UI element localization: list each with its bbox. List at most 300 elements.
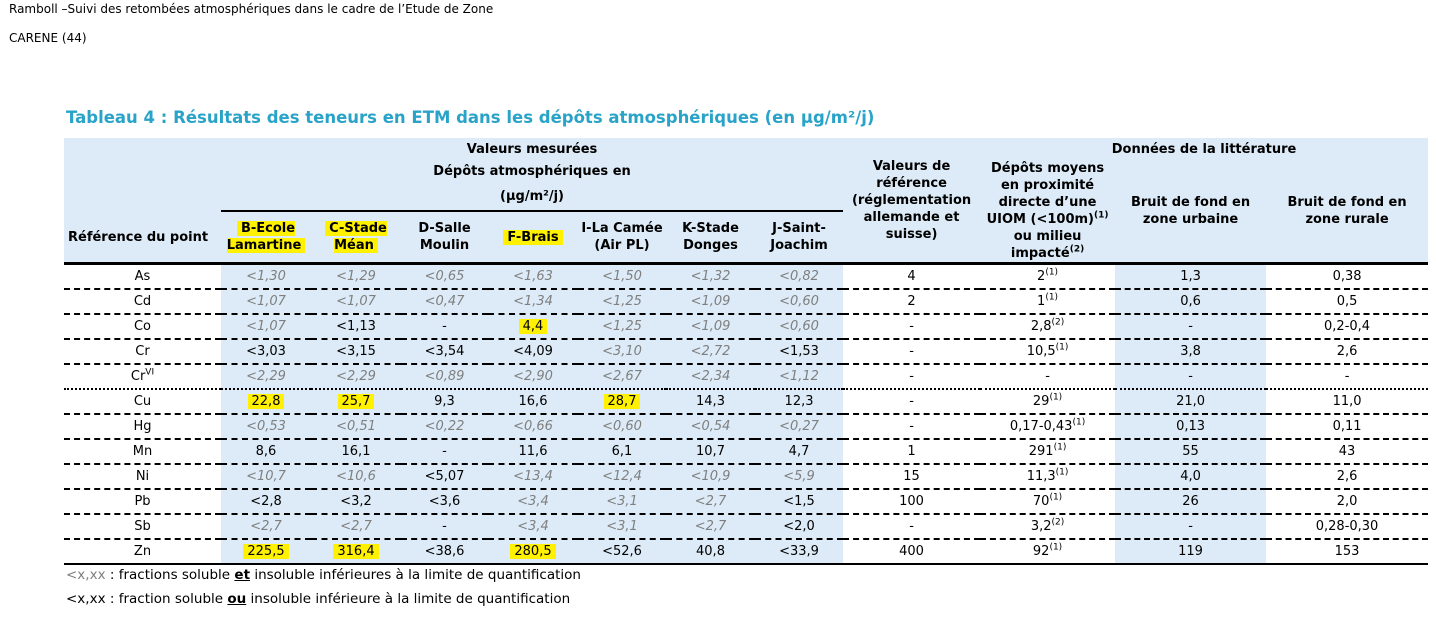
measured-value: <3,10 <box>602 344 642 359</box>
measured-value-cell <box>666 414 755 439</box>
reference-value-cell <box>843 439 980 464</box>
measured-value-cell <box>401 264 488 290</box>
reference-value-cell <box>843 264 980 290</box>
station-header-2 <box>401 211 488 264</box>
urban-value-cell-text: - <box>1188 319 1193 334</box>
measured-value: <1,34 <box>513 294 553 309</box>
uiom-value-cell-text: 92 <box>1032 544 1050 559</box>
measured-value: <2,72 <box>690 344 731 359</box>
rural-value-cell <box>1266 339 1428 364</box>
rural-value-cell <box>1266 489 1428 514</box>
uiom-value-cell <box>980 289 1115 314</box>
measured-value: <38,6 <box>424 544 465 559</box>
measured-value: 4,4 <box>519 319 548 334</box>
uiom-value-cell <box>980 389 1115 414</box>
measured-value-cell <box>401 439 488 464</box>
measured-value: <3,1 <box>606 519 638 534</box>
measured-value: <0,65 <box>424 269 465 284</box>
urban-value-cell-text: 0,6 <box>1180 294 1201 309</box>
urban-value-cell <box>1115 414 1266 439</box>
measured-value-cell <box>666 464 755 489</box>
rural-value-cell <box>1266 289 1428 314</box>
table-caption: Tableau 4 : Résultats des teneurs en ETM dans les dépôts atmosphériques (en µg/m²/j) <box>66 108 875 127</box>
measured-value: <33,9 <box>779 544 819 559</box>
measured-value: 6,1 <box>611 444 633 459</box>
table-row <box>64 314 1428 339</box>
reference-value-cell <box>843 514 980 539</box>
urban-value-cell <box>1115 339 1266 364</box>
measured-line1: Valeurs mesurées <box>466 141 598 157</box>
measured-value-cell <box>488 439 578 464</box>
footnote-1-text-a: : fractions soluble <box>105 567 235 583</box>
element-cell <box>64 314 221 339</box>
uiom-value-cell-sup: (1) <box>1045 292 1059 303</box>
rural-value-cell <box>1266 389 1428 414</box>
measured-value: <0,60 <box>602 419 642 434</box>
measured-value-cell <box>488 314 578 339</box>
table-row <box>64 389 1428 414</box>
measured-value-cell <box>488 464 578 489</box>
measured-value-cell <box>221 339 311 364</box>
literature-group-header: Données de la littérature <box>980 138 1428 160</box>
measured-value-cell <box>578 364 666 389</box>
measured-value-cell <box>401 339 488 364</box>
measured-value: <1,12 <box>779 369 819 384</box>
measured-value-cell <box>755 464 843 489</box>
measured-value-cell <box>666 289 755 314</box>
measured-value: <4,09 <box>513 344 553 359</box>
measured-value: <2,8 <box>250 494 282 509</box>
measured-value: 280,5 <box>510 544 555 559</box>
measured-value-cell <box>311 464 401 489</box>
measured-value: <1,30 <box>246 269 286 284</box>
measured-value-cell <box>401 464 488 489</box>
measured-value: <0,53 <box>246 419 286 434</box>
measured-value: <0,60 <box>779 319 819 334</box>
measured-value-cell <box>401 414 488 439</box>
urban-value-cell-text: - <box>1188 519 1193 534</box>
measured-value: <2,34 <box>690 369 731 384</box>
station-name: J-Saint-Joachim <box>770 221 828 253</box>
rural-value-cell <box>1266 364 1428 389</box>
uiom-value-cell <box>980 514 1115 539</box>
measured-value-cell <box>401 514 488 539</box>
urban-value-cell-text: 26 <box>1182 494 1199 509</box>
measured-value: <1,29 <box>336 269 376 284</box>
uiom-header-text: Dépôts moyens en proximité directe d’une UIOM (<100m) <box>986 161 1105 227</box>
measured-value-cell <box>488 264 578 290</box>
table-row <box>64 364 1428 389</box>
measured-value-cell <box>578 389 666 414</box>
measured-value: <12,4 <box>602 469 642 484</box>
measured-value: <0,47 <box>424 294 465 309</box>
station-header-3 <box>488 211 578 264</box>
station-name: B-Ecole Lamartine <box>227 221 306 253</box>
rural-value-cell-text: 0,11 <box>1332 419 1362 434</box>
table-row <box>64 339 1428 364</box>
measured-value-cell <box>578 439 666 464</box>
measured-value: <0,22 <box>424 419 465 434</box>
element-cell <box>64 414 221 439</box>
measured-value-cell <box>755 389 843 414</box>
measured-value: <1,13 <box>336 319 376 334</box>
footnote-1-text-c: insoluble inférieures à la limite de quantification <box>250 567 581 583</box>
rural-value-cell-text: - <box>1344 369 1350 384</box>
measured-value: <1,09 <box>690 294 731 309</box>
measured-value-cell <box>578 539 666 564</box>
measured-value: <0,60 <box>779 294 819 309</box>
uiom-value-cell <box>980 364 1115 389</box>
element-symbol: Cr <box>135 344 150 359</box>
reference-value-cell <box>843 339 980 364</box>
measured-value: <0,66 <box>513 419 553 434</box>
table-row <box>64 439 1428 464</box>
measured-value: <2,90 <box>513 369 553 384</box>
element-symbol: Sb <box>134 519 151 534</box>
uiom-value-cell-sup: (1) <box>1072 417 1086 428</box>
urban-value-cell-text: 3,8 <box>1180 344 1201 359</box>
uiom-value-cell <box>980 339 1115 364</box>
reference-value-cell-text: 2 <box>907 294 916 309</box>
uiom-value-cell-text: 3,2 <box>1030 519 1052 534</box>
measured-value-cell <box>221 439 311 464</box>
measured-value-cell <box>578 464 666 489</box>
element-symbol: Hg <box>133 419 152 434</box>
measured-value: <1,07 <box>246 319 286 334</box>
measured-value: <10,7 <box>246 469 286 484</box>
urban-value-cell-text: 4,0 <box>1180 469 1201 484</box>
measured-value-cell <box>755 514 843 539</box>
element-cell <box>64 389 221 414</box>
uiom-value-cell <box>980 264 1115 290</box>
station-header-1 <box>311 211 401 264</box>
footnote-2 <box>66 591 570 607</box>
reference-value-cell-text: - <box>909 419 914 434</box>
measured-value-cell <box>578 314 666 339</box>
urban-value-cell <box>1115 539 1266 564</box>
reference-value-cell <box>843 364 980 389</box>
measured-value-cell <box>755 264 843 290</box>
uiom-header-tail: ou milieu impacté <box>1010 229 1082 261</box>
reference-value-cell-text: 1 <box>907 444 916 459</box>
measured-value-cell <box>401 489 488 514</box>
measured-value: 22,8 <box>248 394 285 409</box>
reference-value-cell <box>843 289 980 314</box>
measured-value: <3,54 <box>424 344 465 359</box>
urban-value-cell <box>1115 389 1266 414</box>
footnote-1-keyword: et <box>234 567 251 583</box>
measured-value: - <box>442 519 447 534</box>
reference-value-cell-text: - <box>909 394 914 409</box>
measured-line3: (µg/m²/j) <box>500 189 564 204</box>
footnote-1-symbol: <x,xx <box>66 567 106 583</box>
measured-value: <2,7 <box>694 494 727 509</box>
element-symbol: Ni <box>135 469 150 484</box>
element-cell <box>64 289 221 314</box>
measured-value-cell <box>311 364 401 389</box>
measured-value-cell <box>488 339 578 364</box>
urban-value-cell <box>1115 464 1266 489</box>
measured-value: 14,3 <box>696 394 725 409</box>
rural-value-cell-text: 0,38 <box>1332 269 1362 284</box>
uiom-value-cell-text: 70 <box>1032 494 1050 509</box>
table-row <box>64 514 1428 539</box>
urban-value-cell-text: 21,0 <box>1176 394 1206 409</box>
element-symbol: Cr <box>130 369 146 384</box>
measured-value: 28,7 <box>604 394 641 409</box>
measured-value: <2,7 <box>694 519 727 534</box>
measured-value-cell <box>221 414 311 439</box>
measured-value-cell <box>221 389 311 414</box>
measured-value: <1,07 <box>246 294 286 309</box>
urban-value-cell-text: - <box>1188 369 1193 384</box>
measured-value-cell <box>755 414 843 439</box>
urban-value-cell <box>1115 439 1266 464</box>
element-cell <box>64 489 221 514</box>
measured-value: <0,89 <box>424 369 465 384</box>
measured-value-cell <box>221 539 311 564</box>
measured-value: 316,4 <box>333 544 378 559</box>
measured-value: <3,4 <box>517 494 549 509</box>
measured-value: <52,6 <box>602 544 642 559</box>
element-symbol: Pb <box>134 494 151 509</box>
uiom-value-cell-sup: (2) <box>1051 317 1065 328</box>
rural-value-cell <box>1266 414 1428 439</box>
rural-value-cell-text: 2,6 <box>1336 344 1358 359</box>
measured-value-cell <box>666 489 755 514</box>
rural-value-cell-text: 11,0 <box>1332 394 1362 409</box>
measured-value-cell <box>666 539 755 564</box>
measured-value-cell <box>755 539 843 564</box>
measured-value: 8,6 <box>255 444 277 459</box>
measured-value: 4,7 <box>788 444 810 459</box>
report-header-title: Ramboll –Suivi des retombées atmosphériques dans le cadre de l’Etude de Zone <box>9 2 494 16</box>
measured-value: <0,82 <box>779 269 819 284</box>
rural-value-cell-text: 2,0 <box>1336 494 1358 509</box>
uiom-value-cell <box>980 439 1115 464</box>
measured-value: <13,4 <box>513 469 553 484</box>
station-name: K-Stade Donges <box>682 221 739 253</box>
measured-value: <3,15 <box>336 344 376 359</box>
rural-value-cell-text: 0,28-0,30 <box>1315 519 1379 534</box>
measured-value: <1,63 <box>513 269 553 284</box>
measured-value: <2,7 <box>340 519 372 534</box>
measured-value-cell <box>221 489 311 514</box>
table-row <box>64 289 1428 314</box>
table-row <box>64 414 1428 439</box>
measured-value-cell <box>755 289 843 314</box>
measured-value-cell <box>578 489 666 514</box>
measured-value-cell <box>488 289 578 314</box>
station-header-4 <box>578 211 666 264</box>
uiom-value-cell <box>980 314 1115 339</box>
element-cell <box>64 464 221 489</box>
measured-value: <2,29 <box>336 369 376 384</box>
element-symbol: Zn <box>133 544 152 559</box>
measured-line2: Dépôts atmosphériques en <box>433 164 631 179</box>
measured-value: <5,9 <box>783 469 815 484</box>
measured-value-cell <box>221 464 311 489</box>
measured-value-cell <box>401 539 488 564</box>
measured-value: <3,1 <box>606 494 638 509</box>
element-cell <box>64 514 221 539</box>
footnote-2-text-c: insoluble inférieure à la limite de quantification <box>246 591 571 607</box>
uiom-value-cell-sup: (1) <box>1049 542 1063 553</box>
measured-value-cell <box>578 264 666 290</box>
measured-value-cell <box>311 289 401 314</box>
measured-value-cell <box>578 414 666 439</box>
table-row <box>64 489 1428 514</box>
reference-value-cell-text: - <box>909 369 914 384</box>
reference-value-cell-text: 400 <box>899 544 924 559</box>
measured-value: <10,9 <box>690 469 731 484</box>
uiom-header <box>980 160 1115 264</box>
measured-group-header <box>221 138 843 160</box>
measured-value: 11,6 <box>518 444 548 459</box>
measured-value: - <box>442 444 447 459</box>
measured-value-cell <box>311 489 401 514</box>
station-header-5 <box>666 211 755 264</box>
measured-value: <3,4 <box>517 519 549 534</box>
measured-value-cell <box>311 389 401 414</box>
rural-value-cell <box>1266 539 1428 564</box>
uiom-value-cell <box>980 414 1115 439</box>
measured-value-cell <box>666 339 755 364</box>
measured-value: <1,25 <box>602 294 642 309</box>
measured-value-cell <box>755 489 843 514</box>
measured-value: <3,03 <box>246 344 286 359</box>
measured-value: 25,7 <box>338 394 375 409</box>
measured-value: <1,5 <box>783 494 815 509</box>
reference-value-cell <box>843 389 980 414</box>
reference-value-cell <box>843 539 980 564</box>
footnote-2-symbol: <x,xx <box>66 591 106 607</box>
uiom-value-cell-text: - <box>1045 369 1050 384</box>
measured-value-cell <box>666 314 755 339</box>
reference-value-cell-text: 4 <box>907 269 916 284</box>
measured-value-cell <box>221 289 311 314</box>
uiom-value-cell-sup: (1) <box>1049 492 1063 503</box>
measured-value: - <box>442 319 447 334</box>
footnote-2-keyword: ou <box>227 591 247 607</box>
rural-value-cell <box>1266 314 1428 339</box>
measured-value-cell <box>401 314 488 339</box>
rural-value-cell <box>1266 439 1428 464</box>
uiom-value-cell-text: 11,3 <box>1026 469 1056 484</box>
measured-value: 10,7 <box>696 444 725 459</box>
urban-value-cell <box>1115 514 1266 539</box>
uiom-value-cell <box>980 464 1115 489</box>
table-row <box>64 464 1428 489</box>
measured-value: <1,25 <box>602 319 642 334</box>
uiom-value-cell-sup: (1) <box>1045 267 1059 278</box>
reference-value-cell <box>843 314 980 339</box>
measured-value: <0,54 <box>690 419 731 434</box>
uiom-value-cell <box>980 539 1115 564</box>
rural-value-cell <box>1266 264 1428 290</box>
uiom-value-cell-text: 2,8 <box>1030 319 1052 334</box>
rural-background-header: Bruit de fond en zone rurale <box>1266 160 1428 264</box>
urban-background-header: Bruit de fond en zone urbaine <box>1115 160 1266 264</box>
rural-value-cell-text: 2,6 <box>1336 469 1358 484</box>
rural-value-cell <box>1266 464 1428 489</box>
reference-value-cell <box>843 414 980 439</box>
measured-value-cell <box>488 414 578 439</box>
measured-value-cell <box>666 439 755 464</box>
footnote-2-text-a: : fraction soluble <box>105 591 228 607</box>
measured-subheader <box>221 160 843 211</box>
reference-value-cell-text: 15 <box>903 469 920 484</box>
measured-value-cell <box>221 264 311 290</box>
rural-value-cell-text: 43 <box>1338 444 1356 459</box>
rural-value-cell-text: 0,5 <box>1336 294 1358 309</box>
urban-value-cell-text: 0,13 <box>1176 419 1206 434</box>
reference-value-cell-text: 100 <box>899 494 924 509</box>
measured-value-cell <box>311 439 401 464</box>
uiom-value-cell <box>980 489 1115 514</box>
uiom-value-cell-text: 2 <box>1037 269 1046 284</box>
measured-value: <5,07 <box>424 469 465 484</box>
measured-value-cell <box>311 539 401 564</box>
urban-value-cell-text: 119 <box>1178 544 1203 559</box>
urban-value-cell <box>1115 489 1266 514</box>
measured-value-cell <box>401 389 488 414</box>
uiom-value-cell-text: 10,5 <box>1026 344 1056 359</box>
reference-value-cell <box>843 464 980 489</box>
measured-value: <0,51 <box>336 419 376 434</box>
station-name: F-Brais <box>503 230 562 245</box>
ref-point-header: Référence du point <box>64 138 221 264</box>
table-row <box>64 539 1428 564</box>
uiom-header-sup: (1) <box>1093 210 1109 221</box>
uiom-value-cell-text: 1 <box>1037 294 1046 309</box>
measured-value-cell <box>488 364 578 389</box>
rural-value-cell <box>1266 514 1428 539</box>
measured-value: <3,2 <box>340 494 372 509</box>
uiom-value-cell-sup: (1) <box>1055 467 1069 478</box>
station-name: D-Salle Moulin <box>418 221 471 253</box>
measured-value-cell <box>311 514 401 539</box>
measured-value: <1,09 <box>690 319 731 334</box>
station-header-6 <box>755 211 843 264</box>
measured-value: 16,1 <box>341 444 371 459</box>
element-cell <box>64 439 221 464</box>
measured-value-cell <box>311 264 401 290</box>
report-header-subtitle: CARENE (44) <box>9 31 87 45</box>
element-cell <box>64 264 221 290</box>
reference-value-cell-text: - <box>909 344 914 359</box>
urban-value-cell <box>1115 264 1266 290</box>
element-symbol: Cu <box>133 394 152 409</box>
measured-value: <1,07 <box>336 294 376 309</box>
urban-value-cell <box>1115 289 1266 314</box>
measured-value: <1,53 <box>779 344 819 359</box>
measured-value: <2,67 <box>602 369 642 384</box>
station-name: I-La Camée (Air PL) <box>581 221 663 253</box>
rural-value-cell-text: 0,2-0,4 <box>1324 319 1371 334</box>
uiom-value-cell-text: 29 <box>1032 394 1050 409</box>
measured-value-cell <box>221 314 311 339</box>
measured-value-cell <box>755 339 843 364</box>
uiom-value-cell-sup: (1) <box>1053 442 1067 453</box>
measured-value: 225,5 <box>243 544 288 559</box>
element-symbol: Mn <box>132 444 153 459</box>
measured-value: 12,3 <box>784 394 814 409</box>
uiom-value-cell-sup: (1) <box>1049 392 1063 403</box>
measured-value-cell <box>221 514 311 539</box>
rural-value-cell-text: 153 <box>1334 544 1360 559</box>
measured-value-cell <box>666 264 755 290</box>
